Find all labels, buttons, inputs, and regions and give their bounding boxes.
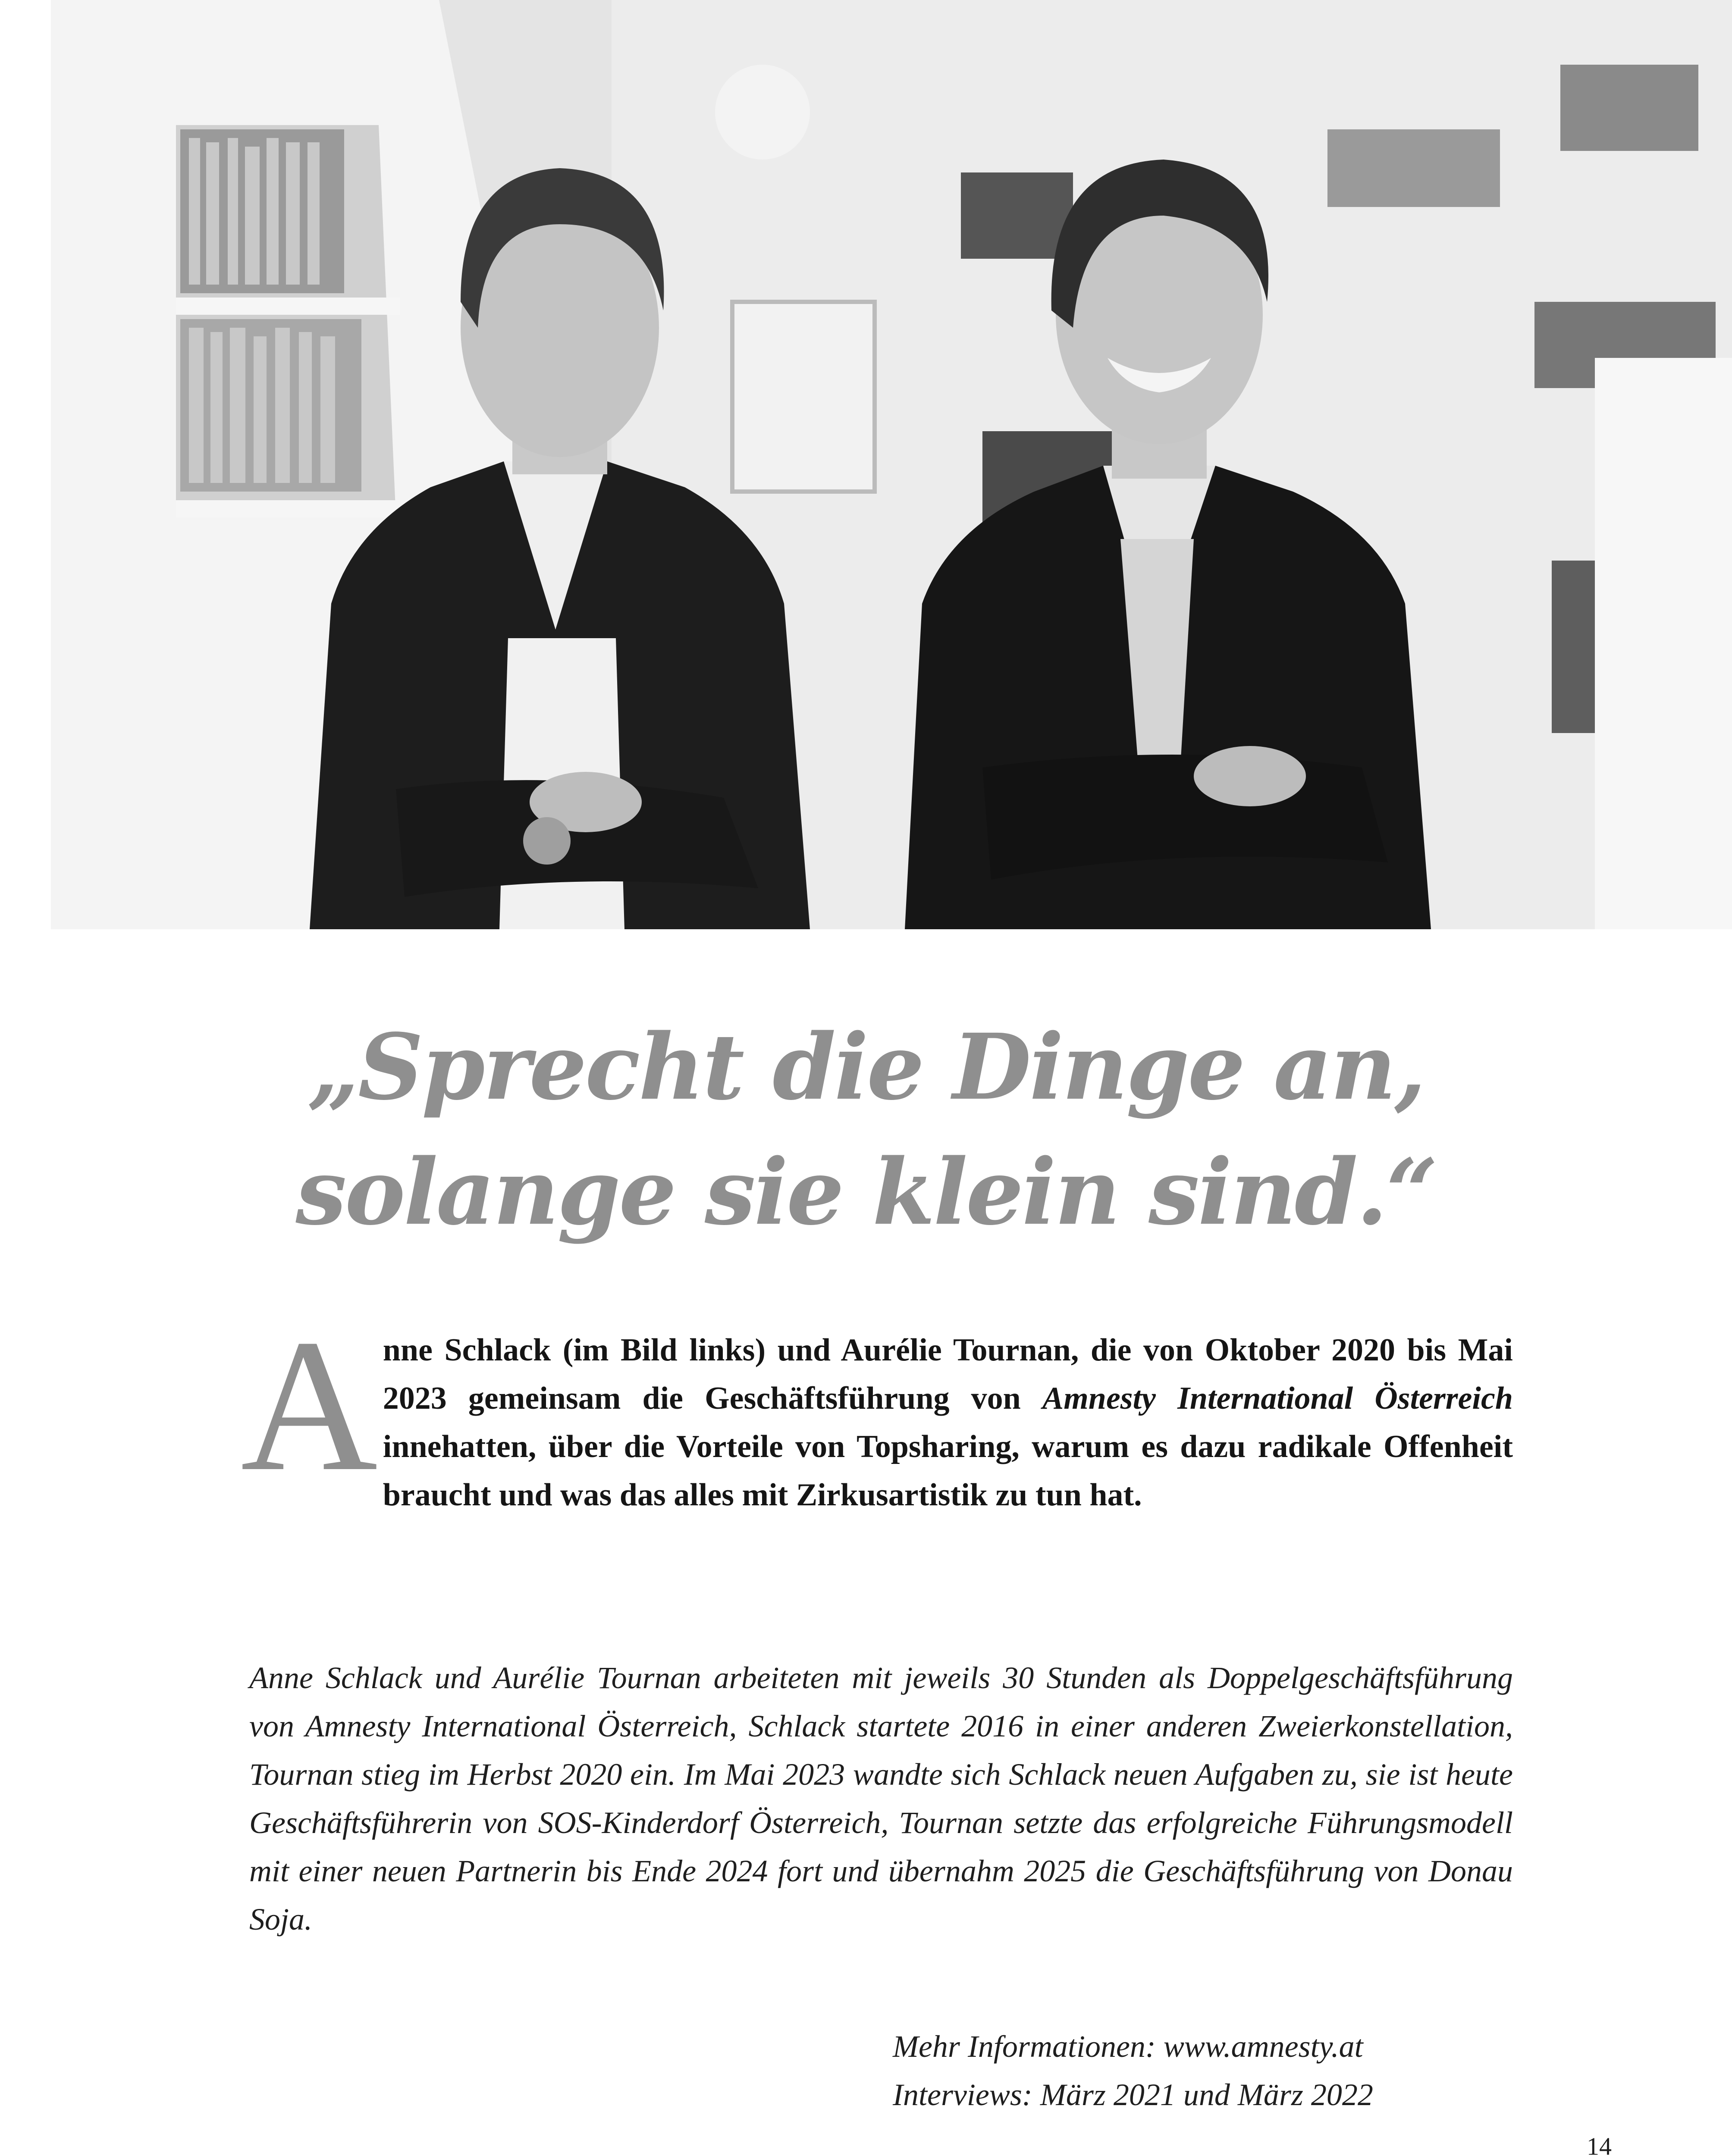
more-info-line: Mehr Informationen: www.amnesty.at [893,2029,1363,2064]
page-numbers [1582,2128,1616,2156]
pull-quote-line-2: solange sie klein sind.“ [295,1139,1437,1245]
credits [893,2022,1373,2119]
intro-org-name: Amnesty International Österreich [1042,1381,1513,1416]
pull-quote [0,1005,1732,1255]
intro-paragraph [241,1300,1513,1519]
interviews-line: Interviews: März 2021 und März 2022 [893,2078,1373,2112]
portrait-photo [51,0,1732,929]
body-paragraph: Anne Schlack und Aurélie Tournan arbeiteten mit jeweils 30 Stunden als Doppelgeschäftsführung von Amnesty International Österreich, Schlack startete 2016 in einer anderen Zweierkonstellation, Tournan stieg im Herbst 2020 ein. Im Mai 2023 wandte sich Schlack neuen Aufgaben zu, sie ist heute Geschäftsführerin von SOS-Kinderdorf Österreich, Tournan setzte das erfolgreiche Führungsmodell mit einer neuen Partnerin bis Ende 2024 fort und übernahm 2025 die Geschäftsführung von Donau Soja. [249,1661,1513,1937]
intro-text-2: innehatten, über die Vorteile von Topsharing, warum es dazu radikale Offenheit braucht und was das alles mit Zirkusartistik zu tun hat. [383,1429,1513,1513]
pull-quote-line-1: „Sprecht die Dinge an, [307,1014,1425,1120]
portrait-photo-illustration [51,0,1732,929]
intro-text-1: nne Schlack (im Bild links) und Aurélie Tournan, die von Oktober 2020 bis Mai 2023 gemeinsam die Geschäftsführung von [383,1332,1513,1416]
drop-cap: A [241,1300,378,1510]
page-number-left: 14 [1587,2132,1612,2156]
